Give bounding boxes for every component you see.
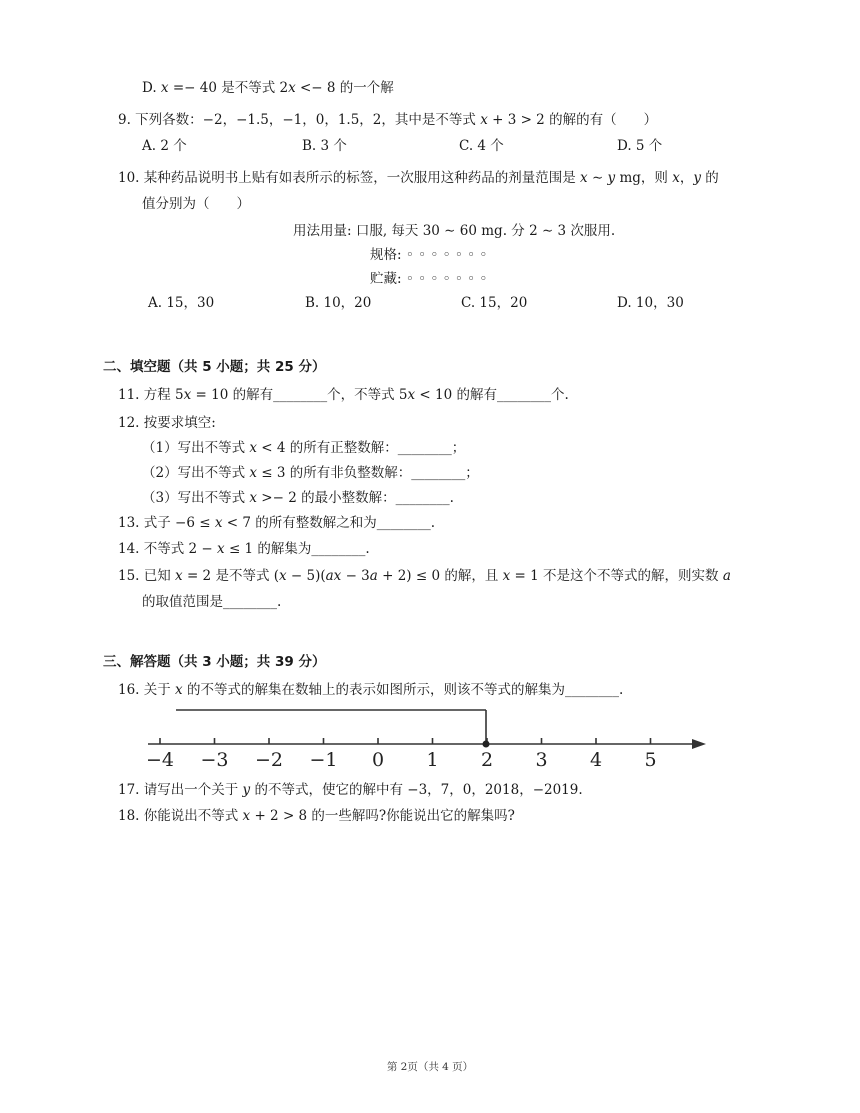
q10-option-d: D. 10，30 xyxy=(617,295,684,311)
q12-part2: （2）写出不等式 𝑥 ≤ 3 的所有非负整数解：________； xyxy=(142,465,479,481)
q15-line1: 15. 已知 𝑥 = 2 是不等式 (𝑥 − 5)(𝑎𝑥 − 3𝑎 + 2) ≤ 0 的解，且 𝑥 = 1 不是这个不等式的解，则实数 𝑎 xyxy=(118,568,731,584)
q9-stem: 9. 下列各数：−2，−1.5，−1，0，1.5，2，其中是不等式 𝑥 + 3 > 2 的解的有（ ） xyxy=(118,112,658,128)
q12-part3: （3）写出不等式 𝑥 >− 2 的最小整数解：________. xyxy=(142,490,454,506)
q10-option-a: A. 15，30 xyxy=(148,295,215,311)
endpoint-dot xyxy=(483,741,490,748)
q12-part1: （1）写出不等式 𝑥 < 4 的所有正整数解：________； xyxy=(142,440,466,456)
q12: 12. 按要求填空: xyxy=(118,415,216,431)
q14: 14. 不等式 2 − 𝑥 ≤ 1 的解集为________. xyxy=(118,541,370,557)
q15-line2: 的取值范围是________. xyxy=(142,594,282,610)
tick-label: 0 xyxy=(371,749,385,771)
q16: 16. 关于 𝑥 的不等式的解集在数轴上的表示如图所示，则该不等式的解集为________. xyxy=(118,682,624,698)
section2-title: 二、填空题（共 5 小题；共 25 分） xyxy=(103,359,326,375)
q10-label-line1: 用法用量: 口服, 每天 30 ∼ 60 mg. 分 2 ∼ 3 次服用. xyxy=(293,223,616,239)
q10-stem-line2: 值分别为（ ） xyxy=(142,196,250,212)
q8-option-d: D. 𝑥 =− 40 是不等式 2𝑥 <− 8 的一个解 xyxy=(142,80,394,96)
q10-label-line3: 贮藏: ◦ ◦ ◦ ◦ ◦ ◦ ◦ xyxy=(370,271,488,287)
q13: 13. 式子 −6 ≤ 𝑥 < 7 的所有整数解之和为________. xyxy=(118,515,436,531)
tick-label: −1 xyxy=(309,749,338,771)
q10-stem-line1: 10. 某种药品说明书上贴有如表所示的标签，一次服用这种药品的剂量范围是 𝑥 ∼ 𝑦 mg，则 𝑥，𝑦 的 xyxy=(118,170,719,186)
section3-title: 三、解答题（共 3 小题；共 39 分） xyxy=(103,654,326,670)
q18: 18. 你能说出不等式 𝑥 + 2 > 8 的一些解吗?你能说出它的解集吗? xyxy=(118,808,515,824)
q11: 11. 方程 5𝑥 = 10 的解有________个，不等式 5𝑥 < 10 的解有________个. xyxy=(118,387,569,403)
q10-label-line2: 规格: ◦ ◦ ◦ ◦ ◦ ◦ ◦ xyxy=(370,247,488,263)
tick-label: 2 xyxy=(480,749,494,771)
tick-label: 4 xyxy=(589,749,603,771)
q10-option-b: B. 10，20 xyxy=(305,295,372,311)
q9-option-d: D. 5 个 xyxy=(617,138,663,154)
q17: 17. 请写出一个关于 𝑦 的不等式，使它的解中有 −3，7，0，2018，−2019. xyxy=(118,782,583,798)
tick-label: −2 xyxy=(254,749,284,771)
number-line-figure xyxy=(140,705,720,777)
axis-arrow xyxy=(692,739,706,749)
tick-label: 3 xyxy=(535,749,548,771)
q9-option-b: B. 3 个 xyxy=(302,138,347,154)
tick-label: 5 xyxy=(644,749,657,771)
tick-label: 1 xyxy=(426,749,439,771)
q9-option-c: C. 4 个 xyxy=(459,138,504,154)
q9-option-a: A. 2 个 xyxy=(142,138,187,154)
q10-option-c: C. 15，20 xyxy=(461,295,528,311)
tick-label: −3 xyxy=(200,749,229,771)
tick-label: −4 xyxy=(145,749,175,771)
page-footer: 第 2页（共 4 页） xyxy=(386,1061,474,1073)
